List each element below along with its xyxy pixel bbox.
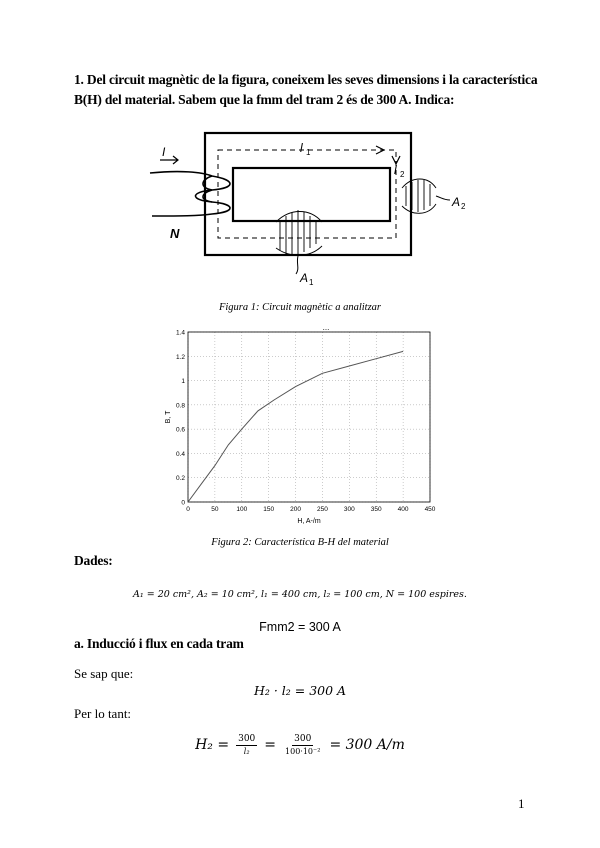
per-tant-text: Per lo tant: [74,706,132,721]
eq2-den-2: 100·10⁻² [285,747,321,756]
x-tick-label: 300 [343,506,355,513]
label-l2-sub: 2 [400,170,405,179]
mean-path [218,150,396,238]
question-line-2: B(H) del material. Sabem que la fmm del tram 2 és de 300 A. Indica: [74,92,455,107]
dades-heading: Dades: [74,553,113,568]
eq2-num-1: 300 [238,734,256,744]
y-tick-label: 0.8 [175,402,185,410]
y-tick-label: 0.4 [175,450,185,458]
magnetic-circuit-figure [140,128,470,298]
equation-2 [0,734,600,757]
y-tick-label: 0.6 [175,426,185,434]
figure1-caption: Figura 1: Circuit magnètic a analitzar [218,302,382,313]
dades-a2: A₂ = 10 cm² [197,589,255,600]
dades-a1: A₁ = 20 cm² [133,589,191,600]
page-number: 1 [518,796,525,811]
dades-equation: A₁ = 20 cm², A₂ = 10 cm², l₁ = 400 cm, l₂ = 100 cm, N = 100 espires. [133,589,467,600]
equation-1: H₂ · l₂ = 300 A [253,683,347,698]
eq2-num-2: 300 [294,734,312,744]
x-tick-label: 0 [186,506,190,513]
label-l1-sub: 1 [306,148,311,157]
label-l1: l [300,141,303,155]
eq2-rhs: = 300 A/m [329,737,405,754]
y-tick-label: 1 [181,378,185,386]
x-tick-label: 100 [236,506,248,513]
label-a1: A [300,271,309,285]
dades-n: N = 100 espires [385,589,464,600]
chart-ylabel: B, T [165,410,172,424]
a2-cross-section [402,179,436,213]
plot-frame [188,332,430,502]
label-a2: A [452,195,461,209]
dades-l1: l₁ = 400 cm [261,589,318,600]
a1-cross-section [276,210,322,256]
y-tick-label: 1.2 [175,353,185,361]
fmm2-statement: Fmm2 = 300 A [259,620,341,634]
x-tick-label: 50 [211,506,219,513]
label-a1-sub: 1 [309,278,314,287]
label-a2-sub: 2 [461,202,466,211]
x-tick-label: 400 [397,506,409,513]
eq2-lhs: H₂ = [195,737,230,754]
y-tick-label: 1.4 [175,329,185,337]
x-tick-label: 150 [263,506,275,513]
x-tick-label: 250 [317,506,328,513]
label-l2: l [394,163,397,177]
section-a-heading: a. Inducció i flux en cada tram [74,636,244,651]
label-turns: N [170,226,180,241]
question-line-1: 1. Del circuit magnètic de la figura, coneixem les seves dimensions i la característica [74,72,538,87]
x-tick-label: 200 [290,506,301,513]
label-current: I [162,145,166,159]
bh-curve-chart [162,320,442,530]
y-tick-label: 0 [181,499,185,507]
chart-title-mark: ... [322,323,330,332]
x-tick-label: 350 [370,506,382,513]
eq2-den-1: l₂ [243,747,250,756]
eq2-mid: = [264,737,277,754]
eq2-fraction-2 [283,734,322,757]
eq2-fraction-1 [236,734,257,757]
dades-l2: l₂ = 100 cm [323,589,380,600]
core-window [233,168,390,221]
chart-xlabel: H, A-/m [297,518,321,525]
x-tick-label: 450 [424,506,436,513]
figure2-caption: Figura 2: Característica B-H del material [211,537,389,548]
y-tick-label: 0.2 [175,475,185,483]
se-sap-text: Se sap que: [74,666,134,681]
